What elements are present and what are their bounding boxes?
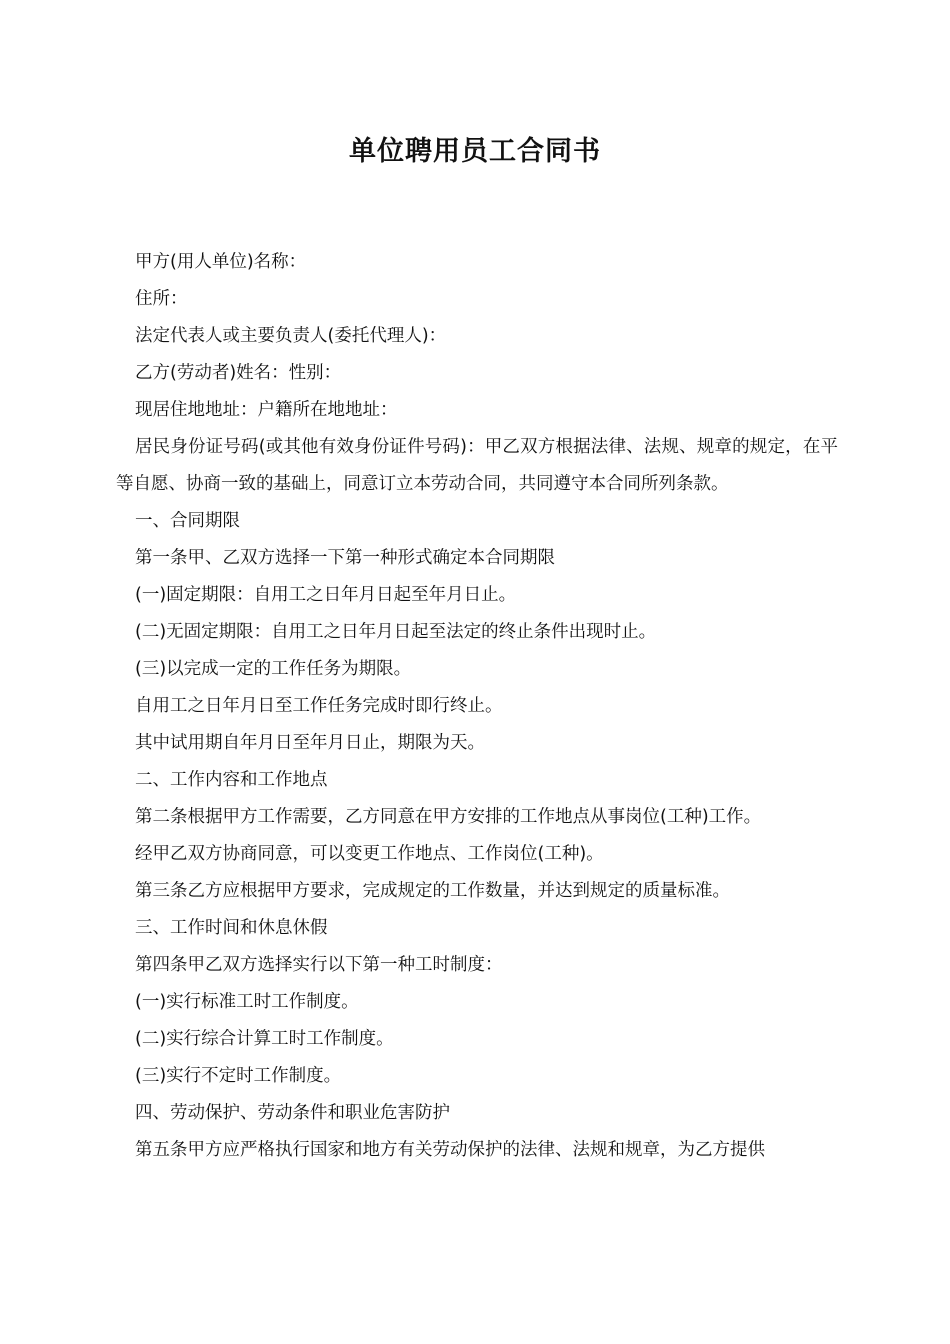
article-4-item-1: (一)实行标准工时工作制度。 — [135, 992, 359, 1012]
article-2-change: 经甲乙双方协商同意，可以变更工作地点、工作岗位(工种)。 — [135, 844, 604, 864]
paragraph-id-number-preamble: 居民身份证号码(或其他有效身份证件号码)：甲乙双方根据法律、法规、规章的规定，在平等自愿、协商一致的基础上，同意订立本劳动合同，共同遵守本合同所列条款。 — [116, 437, 838, 494]
probation-period: 其中试用期自年月日至年月日止，期限为天。 — [135, 733, 485, 753]
article-4: 第四条甲乙双方选择实行以下第一种工时制度： — [135, 955, 503, 975]
document-title: 单位聘用员工合同书 — [349, 136, 601, 167]
article-4-item-3: (三)实行不定时工作制度。 — [135, 1066, 342, 1086]
article-4-item-2: (二)实行综合计算工时工作制度。 — [135, 1029, 394, 1049]
article-3: 第三条乙方应根据甲方要求，完成规定的工作数量，并达到规定的质量标准。 — [135, 881, 730, 901]
article-1-item-3-detail: 自用工之日年月日至工作任务完成时即行终止。 — [135, 696, 503, 716]
paragraph-legal-representative: 法定代表人或主要负责人(委托代理人)： — [135, 326, 447, 346]
paragraph-party-b-name: 乙方(劳动者)姓名：性别： — [135, 363, 342, 383]
article-1: 第一条甲、乙双方选择一下第一种形式确定本合同期限 — [135, 548, 555, 568]
section-heading-labor-protection: 四、劳动保护、劳动条件和职业危害防护 — [135, 1103, 450, 1123]
paragraph-address: 住所： — [135, 289, 188, 309]
article-1-item-3: (三)以完成一定的工作任务为期限。 — [135, 659, 412, 679]
section-heading-working-hours: 三、工作时间和休息休假 — [135, 918, 328, 938]
paragraph-residence: 现居住地地址：户籍所在地地址： — [135, 400, 398, 420]
section-heading-work-content: 二、工作内容和工作地点 — [135, 770, 328, 790]
article-2: 第二条根据甲方工作需要，乙方同意在甲方安排的工作地点从事岗位(工种)工作。 — [135, 807, 762, 827]
article-1-item-1: (一)固定期限：自用工之日年月日起至年月日止。 — [135, 585, 517, 605]
article-1-item-2: (二)无固定期限：自用工之日年月日起至法定的终止条件出现时止。 — [135, 622, 657, 642]
document-body — [116, 244, 838, 1169]
section-heading-contract-term: 一、合同期限 — [135, 511, 240, 531]
article-5: 第五条甲方应严格执行国家和地方有关劳动保护的法律、法规和规章，为乙方提供 — [135, 1140, 765, 1160]
paragraph-party-a-name: 甲方(用人单位)名称： — [135, 252, 307, 272]
